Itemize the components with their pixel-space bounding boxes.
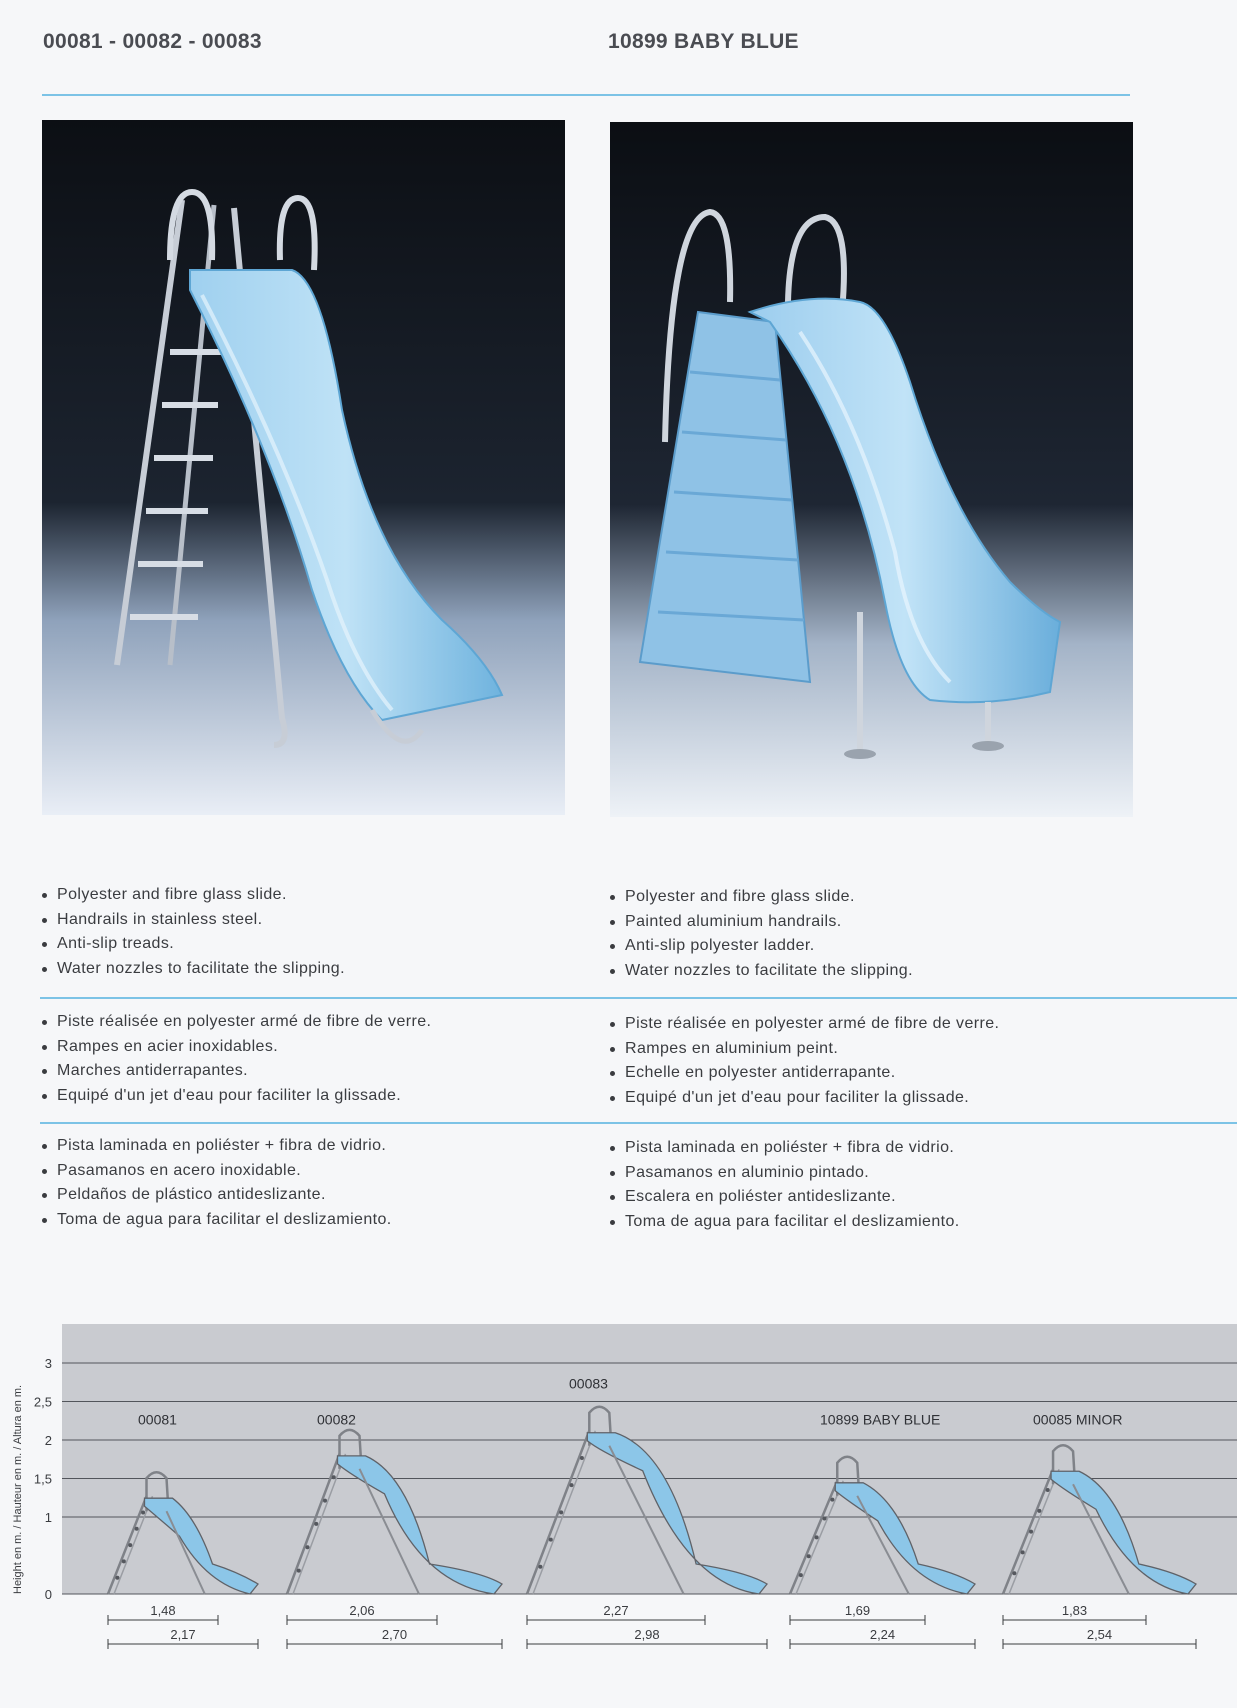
divider-en-fr [40, 997, 1237, 999]
list-item: Pasamanos en aluminio pintado. [608, 1161, 1208, 1186]
list-item: Echelle en polyester antiderrapante. [608, 1061, 1208, 1086]
slide-height-diagram [0, 1300, 1237, 1660]
list-item: Painted aluminium handrails. [608, 910, 1208, 935]
list-item: Piste réalisée en polyester armé de fibre de verre. [608, 1012, 1208, 1037]
header-divider [42, 94, 1130, 96]
list-item: Peldaños de plástico antideslizante. [40, 1183, 560, 1208]
dimension-bottom: 2,54 [1086, 1627, 1113, 1642]
features-left-en [40, 883, 560, 981]
list-item: Handrails in stainless steel. [40, 908, 560, 933]
y-tick-label: 0 [44, 1587, 52, 1602]
features-right-fr [608, 1012, 1208, 1110]
list-item: Piste réalisée en polyester armé de fibre de verre. [40, 1010, 560, 1035]
dimension-top: 1,48 [150, 1603, 176, 1618]
y-tick-label: 1,5 [33, 1471, 52, 1487]
list-item: Toma de agua para facilitar el deslizamiento. [40, 1208, 560, 1233]
model-label: 00085 MINOR [1033, 1411, 1123, 1428]
dimension-bottom: 2,70 [381, 1627, 408, 1642]
features-left-es [40, 1134, 560, 1232]
dimension-top: 2,06 [349, 1603, 375, 1618]
product-codes-left: 00081 - 00082 - 00083 [43, 30, 262, 53]
y-tick-label: 3 [44, 1356, 52, 1371]
model-label: 10899 BABY BLUE [820, 1411, 941, 1428]
list-item: Escalera en poliéster antideslizante. [608, 1185, 1208, 1210]
product-code-right: 10899 BABY BLUE [608, 30, 799, 53]
list-item: Rampes en acier inoxidables. [40, 1035, 560, 1060]
list-item: Anti-slip treads. [40, 932, 560, 957]
list-item: Water nozzles to facilitate the slipping. [608, 959, 1208, 984]
list-item: Water nozzles to facilitate the slipping. [40, 957, 560, 982]
dimension-bottom: 2,17 [170, 1627, 196, 1642]
y-tick-label: 2 [44, 1433, 52, 1448]
divider-fr-es [40, 1122, 1237, 1124]
list-item: Rampes en aluminium peint. [608, 1037, 1208, 1062]
dimension-top: 1,83 [1061, 1603, 1088, 1618]
y-axis-label: Height en m. / Hauteur en m. / Altura en m. [12, 1384, 24, 1594]
list-item: Pista laminada en poliéster + fibra de vidrio. [608, 1136, 1208, 1161]
list-item: Polyester and fibre glass slide. [608, 885, 1208, 910]
list-item: Anti-slip polyester ladder. [608, 934, 1208, 959]
list-item: Marches antiderrapantes. [40, 1059, 560, 1084]
features-right-en [608, 885, 1208, 983]
y-tick-label: 1 [44, 1510, 52, 1525]
dimension-top: 1,69 [844, 1603, 871, 1618]
photo-stainless-slide [42, 120, 565, 815]
list-item: Pista laminada en poliéster + fibra de vidrio. [40, 1134, 560, 1159]
dimension-bottom: 2,24 [869, 1627, 896, 1642]
dimension-top: 2,27 [603, 1603, 629, 1618]
list-item: Equipé d'un jet d'eau pour faciliter la glissade. [608, 1086, 1208, 1111]
model-label: 00081 [138, 1411, 177, 1428]
list-item: Equipé d'un jet d'eau pour faciliter la glissade. [40, 1084, 560, 1109]
model-label: 00083 [569, 1375, 608, 1392]
features-left-fr [40, 1010, 560, 1108]
list-item: Polyester and fibre glass slide. [40, 883, 560, 908]
list-item: Pasamanos en acero inoxidable. [40, 1159, 560, 1184]
y-tick-label: 2,5 [33, 1394, 52, 1410]
list-item: Toma de agua para facilitar el deslizamiento. [608, 1210, 1208, 1235]
features-right-es [608, 1136, 1208, 1234]
model-label: 00082 [317, 1411, 356, 1428]
photo-baby-blue-slide [610, 122, 1133, 817]
dimension-bottom: 2,98 [634, 1627, 660, 1642]
